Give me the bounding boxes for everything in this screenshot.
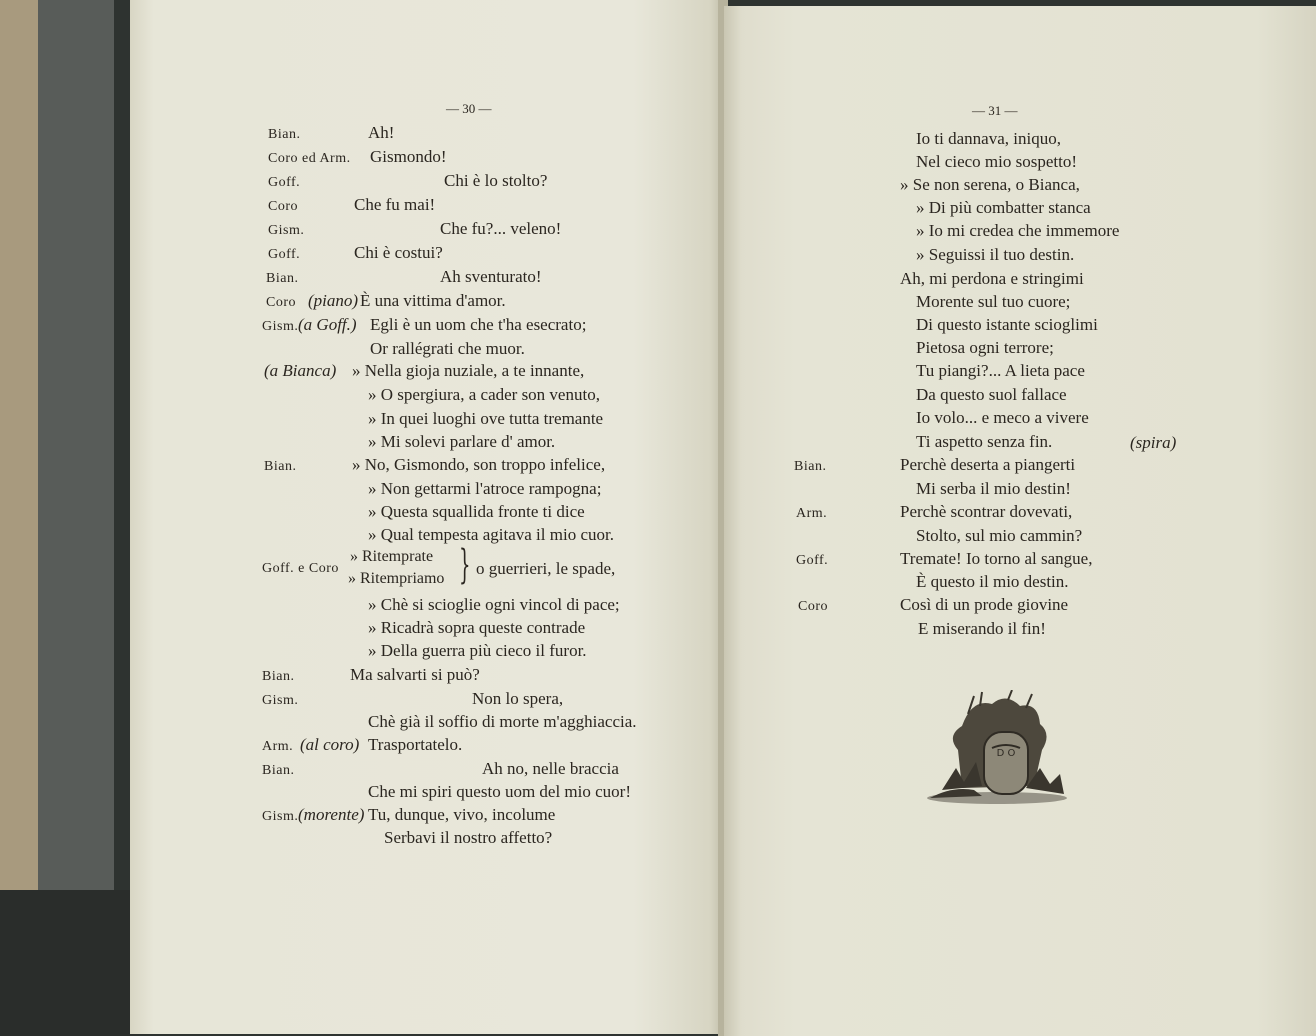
verse-line: Ah, mi perdona e stringimi bbox=[900, 269, 1084, 288]
background-board bbox=[38, 0, 114, 892]
verse-line: Io ti dannava, iniquo, bbox=[916, 129, 1061, 148]
verse-line: » O spergiura, a cader son venuto, bbox=[368, 385, 600, 404]
verse-line: » Se non serena, o Bianca, bbox=[900, 175, 1080, 194]
speaker-label: Gism. bbox=[268, 223, 305, 238]
verse-line: » Chè si scioglie ogni vincol di pace; bbox=[368, 595, 620, 614]
verse-line: Ah sventurato! bbox=[440, 267, 542, 286]
svg-text:D O: D O bbox=[996, 748, 1016, 759]
verse-line: Ah! bbox=[368, 123, 395, 142]
brace-icon: } bbox=[458, 542, 471, 588]
verse-line: Tremate! Io torno al sangue, bbox=[900, 549, 1093, 568]
verse-line: Serbavi il nostro affetto? bbox=[384, 828, 553, 847]
speaker-label: Goff. bbox=[268, 175, 301, 190]
verse-line: Che fu?... veleno! bbox=[440, 219, 562, 238]
stage-direction: (a Goff.) bbox=[298, 315, 357, 334]
speaker-label: Goff. e Coro bbox=[262, 561, 339, 576]
speaker-label: Arm. bbox=[796, 506, 828, 521]
speaker-label: Goff. bbox=[796, 553, 829, 568]
verse-line: Non lo spera, bbox=[472, 689, 564, 708]
verse-line: Ma salvarti si può? bbox=[350, 665, 480, 684]
verse-line: » Seguissi il tuo destin. bbox=[916, 245, 1075, 264]
verse-line: » Di più combatter stanca bbox=[916, 198, 1091, 217]
verse-line: » Ritemprate bbox=[350, 548, 434, 565]
speaker-label: Arm. bbox=[262, 739, 294, 754]
verse-line: Di questo istante scioglimi bbox=[916, 315, 1098, 334]
ornamental-tomb-vignette-icon bbox=[922, 690, 1072, 808]
verse-line: » No, Gismondo, son troppo infelice, bbox=[352, 455, 606, 474]
verse-line: » Mi solevi parlare d' amor. bbox=[368, 432, 556, 451]
verse-line: Gismondo! bbox=[370, 147, 447, 166]
stage-direction: (spira) bbox=[1130, 433, 1177, 452]
speaker-label: Coro ed Arm. bbox=[268, 151, 351, 166]
verse-line: Io volo... e meco a vivere bbox=[916, 408, 1089, 427]
background-card bbox=[0, 0, 40, 890]
verse-line: È una vittima d'amor. bbox=[360, 291, 506, 310]
verse-line: Stolto, sul mio cammin? bbox=[916, 526, 1083, 545]
verse-line: Tu, dunque, vivo, incolume bbox=[368, 805, 556, 824]
verse-line: » Io mi credea che immemore bbox=[916, 221, 1120, 240]
page-number-right: — 31 — bbox=[972, 103, 1018, 118]
verse-line: » In quei luoghi ove tutta tremante bbox=[368, 409, 604, 428]
verse-line: o guerrieri, le spade, bbox=[476, 559, 616, 578]
speaker-label: Bian. bbox=[262, 763, 295, 778]
speaker-label: Bian. bbox=[264, 459, 297, 474]
speaker-label: Coro bbox=[798, 599, 828, 614]
verse-line: Perchè scontrar dovevati, bbox=[900, 502, 1073, 521]
verse-line: Nel cieco mio sospetto! bbox=[916, 152, 1077, 171]
verse-line: Pietosa ogni terrore; bbox=[916, 338, 1054, 357]
speaker-label: Bian. bbox=[266, 271, 299, 286]
stage-direction: (morente) bbox=[298, 805, 365, 824]
verse-line: » Ricadrà sopra queste contrade bbox=[368, 618, 586, 637]
background-table bbox=[0, 890, 130, 1036]
speaker-label: Gism. bbox=[262, 809, 299, 824]
verse-line: Che fu mai! bbox=[354, 195, 436, 214]
verse-line: » Della guerra più cieco il furor. bbox=[368, 641, 587, 660]
verse-line: » Non gettarmi l'atroce rampogna; bbox=[368, 479, 602, 498]
verse-line: » Ritempriamo bbox=[348, 570, 445, 587]
verse-line: È questo il mio destin. bbox=[916, 572, 1069, 591]
speaker-label: Goff. bbox=[268, 247, 301, 262]
verse-line: Ti aspetto senza fin. bbox=[916, 432, 1053, 451]
speaker-label: Bian. bbox=[794, 459, 827, 474]
verse-line: Ah no, nelle braccia bbox=[482, 759, 619, 778]
verse-line: Morente sul tuo cuore; bbox=[916, 292, 1071, 311]
verse-line: » Questa squallida fronte ti dice bbox=[368, 502, 585, 521]
speaker-label: Bian. bbox=[268, 127, 301, 142]
verse-line: Chè già il soffio di morte m'agghiaccia. bbox=[368, 712, 637, 731]
speaker-label: Bian. bbox=[262, 669, 295, 684]
speaker-label: Gism. bbox=[262, 319, 299, 334]
verse-line: » Nella gioja nuziale, a te innante, bbox=[352, 361, 585, 380]
verse-line: Trasportatelo. bbox=[368, 735, 463, 754]
verse-line: E miserando il fin! bbox=[918, 619, 1046, 638]
verse-line: Perchè deserta a piangerti bbox=[900, 455, 1076, 474]
verse-line: Egli è un uom che t'ha esecrato; bbox=[370, 315, 587, 334]
verse-line: Tu piangi?... A lieta pace bbox=[916, 361, 1085, 380]
speaker-label: Coro bbox=[266, 295, 296, 310]
page-number-left: — 30 — bbox=[446, 101, 492, 116]
verse-line: Da questo suol fallace bbox=[916, 385, 1067, 404]
verse-line: Chi è costui? bbox=[354, 243, 443, 262]
verse-line: » Qual tempesta agitava il mio cuor. bbox=[368, 525, 614, 544]
speaker-label: Gism. bbox=[262, 693, 299, 708]
verse-line: Mi serba il mio destin! bbox=[916, 479, 1071, 498]
stage-direction: (a Bianca) bbox=[264, 361, 337, 380]
stage-direction: (piano) bbox=[308, 291, 359, 310]
verse-line: Chi è lo stolto? bbox=[444, 171, 548, 190]
speaker-label: Coro bbox=[268, 199, 298, 214]
verse-line: Or rallégrati che muor. bbox=[370, 339, 525, 358]
stage-direction: (al coro) bbox=[300, 735, 360, 754]
verse-line: Che mi spiri questo uom del mio cuor! bbox=[368, 782, 631, 801]
verse-line: Così di un prode giovine bbox=[900, 595, 1069, 614]
